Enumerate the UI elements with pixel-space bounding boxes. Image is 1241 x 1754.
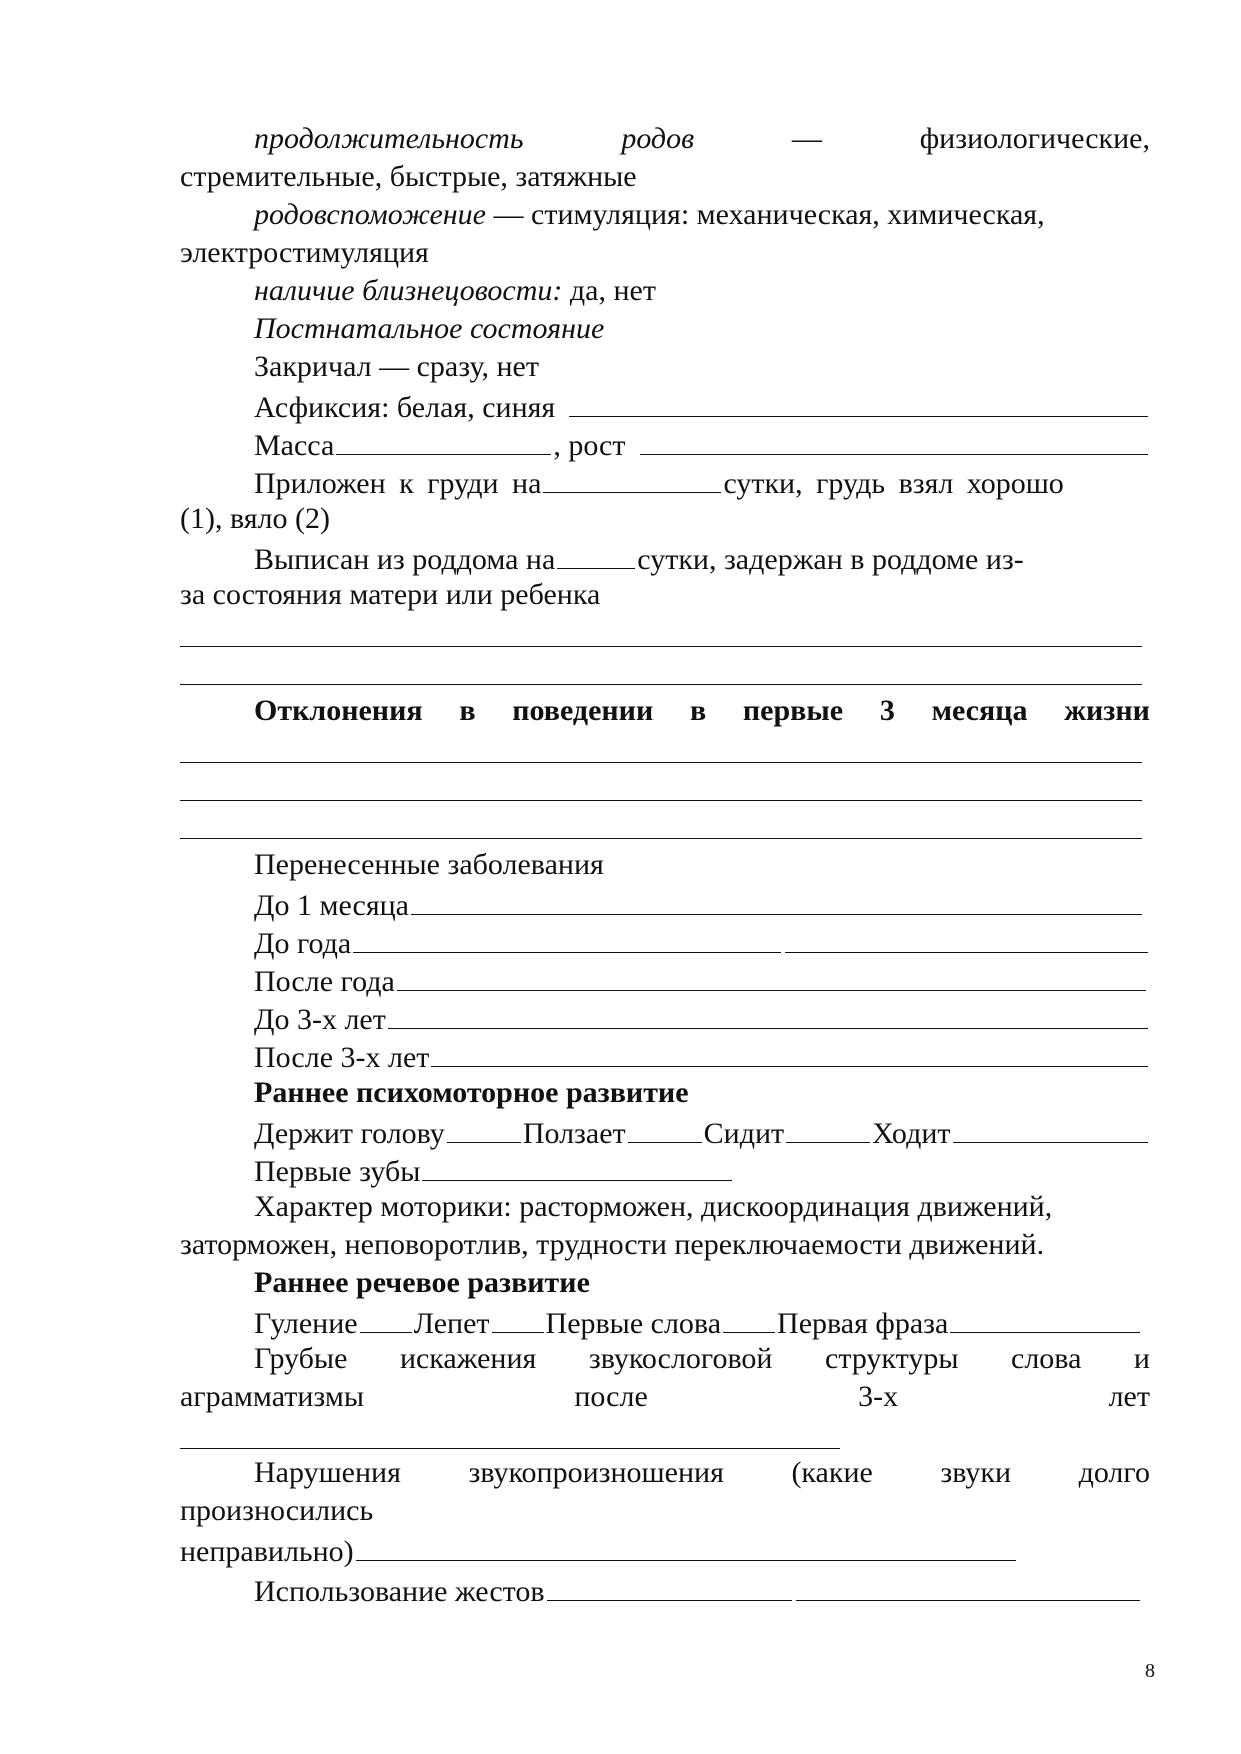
- discharge-continuation: за состояния матери или ребенка: [180, 578, 601, 611]
- postnatal-title: Постнатальное состояние: [254, 312, 605, 345]
- text: звуки: [940, 1456, 1011, 1489]
- heading-word: жизни: [1064, 694, 1150, 727]
- labor-assist-label: родовспоможение: [254, 198, 487, 231]
- breastfeeding-continuation: (1), вяло (2): [180, 502, 330, 535]
- text: неправильно): [180, 1535, 354, 1568]
- agrammatism-line-1: [180, 1340, 1150, 1378]
- discharge-label: Выписан из роддома на: [254, 543, 556, 576]
- disease-blank[interactable]: [785, 922, 1148, 953]
- milestone-label: Первая фраза: [777, 1307, 949, 1340]
- disease-row-5: [180, 1036, 1150, 1074]
- heading-word: в: [689, 694, 707, 727]
- heading-word: Отклонения: [254, 694, 423, 727]
- text: сутки, задержан в роддоме из-: [637, 543, 1024, 576]
- disease-label: До 3-х лет: [254, 1003, 386, 1036]
- twins-label: наличие близнецовости:: [254, 274, 563, 307]
- text: — стимуляция: механическая, химическая,: [486, 198, 1045, 231]
- text: слова: [1011, 1342, 1082, 1375]
- text: физиологические,: [919, 122, 1150, 155]
- disease-label: После 3-х лет: [254, 1041, 430, 1074]
- weight-blank[interactable]: [336, 424, 551, 455]
- text: Нарушения: [254, 1456, 401, 1489]
- disease-blank[interactable]: [397, 960, 1146, 991]
- speech-heading: Раннее речевое развитие: [254, 1266, 590, 1299]
- milestone-blank[interactable]: [786, 1112, 870, 1143]
- breastfeeding-day-blank[interactable]: [543, 462, 721, 493]
- milestone-blank[interactable]: [628, 1112, 702, 1143]
- text: звукослоговой: [588, 1342, 773, 1375]
- gestures-line: [180, 1570, 1150, 1608]
- disease-row-3: [180, 960, 1150, 998]
- milestone-label: Лепет: [413, 1307, 490, 1340]
- milestone-blank[interactable]: [950, 1302, 1140, 1333]
- first-teeth-line: [180, 1150, 1150, 1188]
- milestone-blank[interactable]: [492, 1302, 544, 1333]
- disease-blank[interactable]: [353, 922, 781, 953]
- sound-disorders-line-1: [180, 1454, 1150, 1492]
- asphyxia-blank[interactable]: [569, 386, 1148, 417]
- milestone-label: Гуление: [254, 1307, 358, 1340]
- disease-label: До 1 месяца: [254, 889, 409, 922]
- disease-label: До года: [254, 927, 352, 960]
- labor-duration-options: стремительные, быстрые, затяжные: [180, 160, 637, 193]
- discharge-day-blank[interactable]: [557, 538, 635, 569]
- text: искажения: [399, 1342, 537, 1375]
- motor-character-line-2: заторможен, неповоротлив, трудности переключаемости движений.: [180, 1228, 1045, 1261]
- breastfeeding-label: Приложен к груди на: [254, 467, 542, 500]
- milestone-label: Первые слова: [545, 1307, 722, 1340]
- sound-disorders-line-2: произносились: [180, 1494, 374, 1527]
- gestures-label: Использование жестов: [254, 1575, 545, 1608]
- text: и: [1133, 1342, 1150, 1375]
- blank-line[interactable]: [180, 762, 1142, 763]
- heading-word: 3: [879, 694, 895, 727]
- disease-blank[interactable]: [431, 1036, 1148, 1067]
- disease-blank[interactable]: [411, 884, 1142, 915]
- breastfeeding-line: [180, 462, 1150, 500]
- motor-milestones-line: [180, 1112, 1150, 1150]
- weight-label: Масса: [254, 429, 335, 462]
- gestures-blank[interactable]: [547, 1570, 792, 1601]
- diseases-title: Перенесенные заболевания: [254, 848, 604, 881]
- labor-assist-continuation: электростимуляция: [180, 236, 429, 269]
- text: 3-х: [858, 1380, 899, 1413]
- height-label: , рост: [553, 429, 626, 462]
- text: структуры: [825, 1342, 959, 1375]
- disease-row-2: [180, 922, 1150, 960]
- milestone-blank[interactable]: [723, 1302, 775, 1333]
- heading-word: в: [459, 694, 476, 727]
- gestures-blank[interactable]: [796, 1570, 1140, 1601]
- text: Грубые: [254, 1342, 348, 1375]
- milestone-blank[interactable]: [422, 1150, 732, 1181]
- sound-disorders-blank[interactable]: [356, 1530, 1016, 1561]
- motor-character-line-1: Характер моторики: расторможен, дискоординация движений,: [254, 1190, 1053, 1223]
- text: да, нет: [562, 274, 656, 307]
- discharge-line: [180, 538, 1150, 576]
- milestone-label: Сидит: [703, 1117, 785, 1150]
- agrammatism-blank[interactable]: [180, 1448, 840, 1449]
- psychomotor-heading: Раннее психомоторное развитие: [254, 1076, 689, 1109]
- heading-word: месяца: [931, 694, 1028, 727]
- labor-duration-label: продолжительность: [254, 122, 524, 155]
- blank-line[interactable]: [180, 800, 1142, 801]
- asphyxia-label: Асфиксия: белая, синяя: [254, 391, 556, 424]
- disease-label: После года: [254, 965, 395, 998]
- asphyxia-line: [180, 386, 1150, 424]
- speech-milestones-line: [180, 1302, 1150, 1340]
- milestone-label: Держит голову: [254, 1117, 445, 1150]
- text: (какие: [791, 1456, 873, 1489]
- text: после: [574, 1380, 648, 1413]
- milestone-label: Ходит: [872, 1117, 951, 1150]
- disease-blank[interactable]: [388, 998, 1148, 1029]
- text: звукопроизношения: [468, 1456, 724, 1489]
- twins-line: [180, 272, 1150, 310]
- milestone-label: Ползает: [522, 1117, 626, 1150]
- milestone-blank[interactable]: [360, 1302, 412, 1333]
- disease-row-1: [180, 884, 1150, 922]
- disease-row-4: [180, 998, 1150, 1036]
- behavior-deviations-heading: [180, 692, 1150, 730]
- heading-word: первые: [742, 694, 844, 727]
- labor-duration-line: [180, 120, 1150, 158]
- labor-assist-line: [180, 196, 1150, 234]
- milestone-blank[interactable]: [953, 1112, 1149, 1143]
- text: долго: [1078, 1456, 1150, 1489]
- text: сутки, грудь взял хорошо: [723, 467, 1064, 500]
- height-blank[interactable]: [640, 424, 1149, 455]
- cried-line: Закричал — сразу, нет: [254, 350, 539, 383]
- weight-height-line: [180, 424, 1150, 462]
- blank-line[interactable]: [180, 646, 1142, 647]
- agrammatism-line-2: [180, 1378, 1150, 1416]
- blank-line[interactable]: [180, 838, 1142, 839]
- blank-line[interactable]: [180, 684, 1142, 685]
- text: лет: [1108, 1380, 1150, 1413]
- text: родов: [621, 122, 695, 155]
- text: аграмматизмы: [180, 1380, 364, 1413]
- page-number: 8: [1145, 1660, 1155, 1682]
- heading-word: поведении: [512, 694, 654, 727]
- sound-disorders-line-3: [180, 1530, 1150, 1568]
- dash: —: [791, 122, 822, 155]
- milestone-blank[interactable]: [447, 1112, 521, 1143]
- milestone-label: Первые зубы: [254, 1155, 421, 1188]
